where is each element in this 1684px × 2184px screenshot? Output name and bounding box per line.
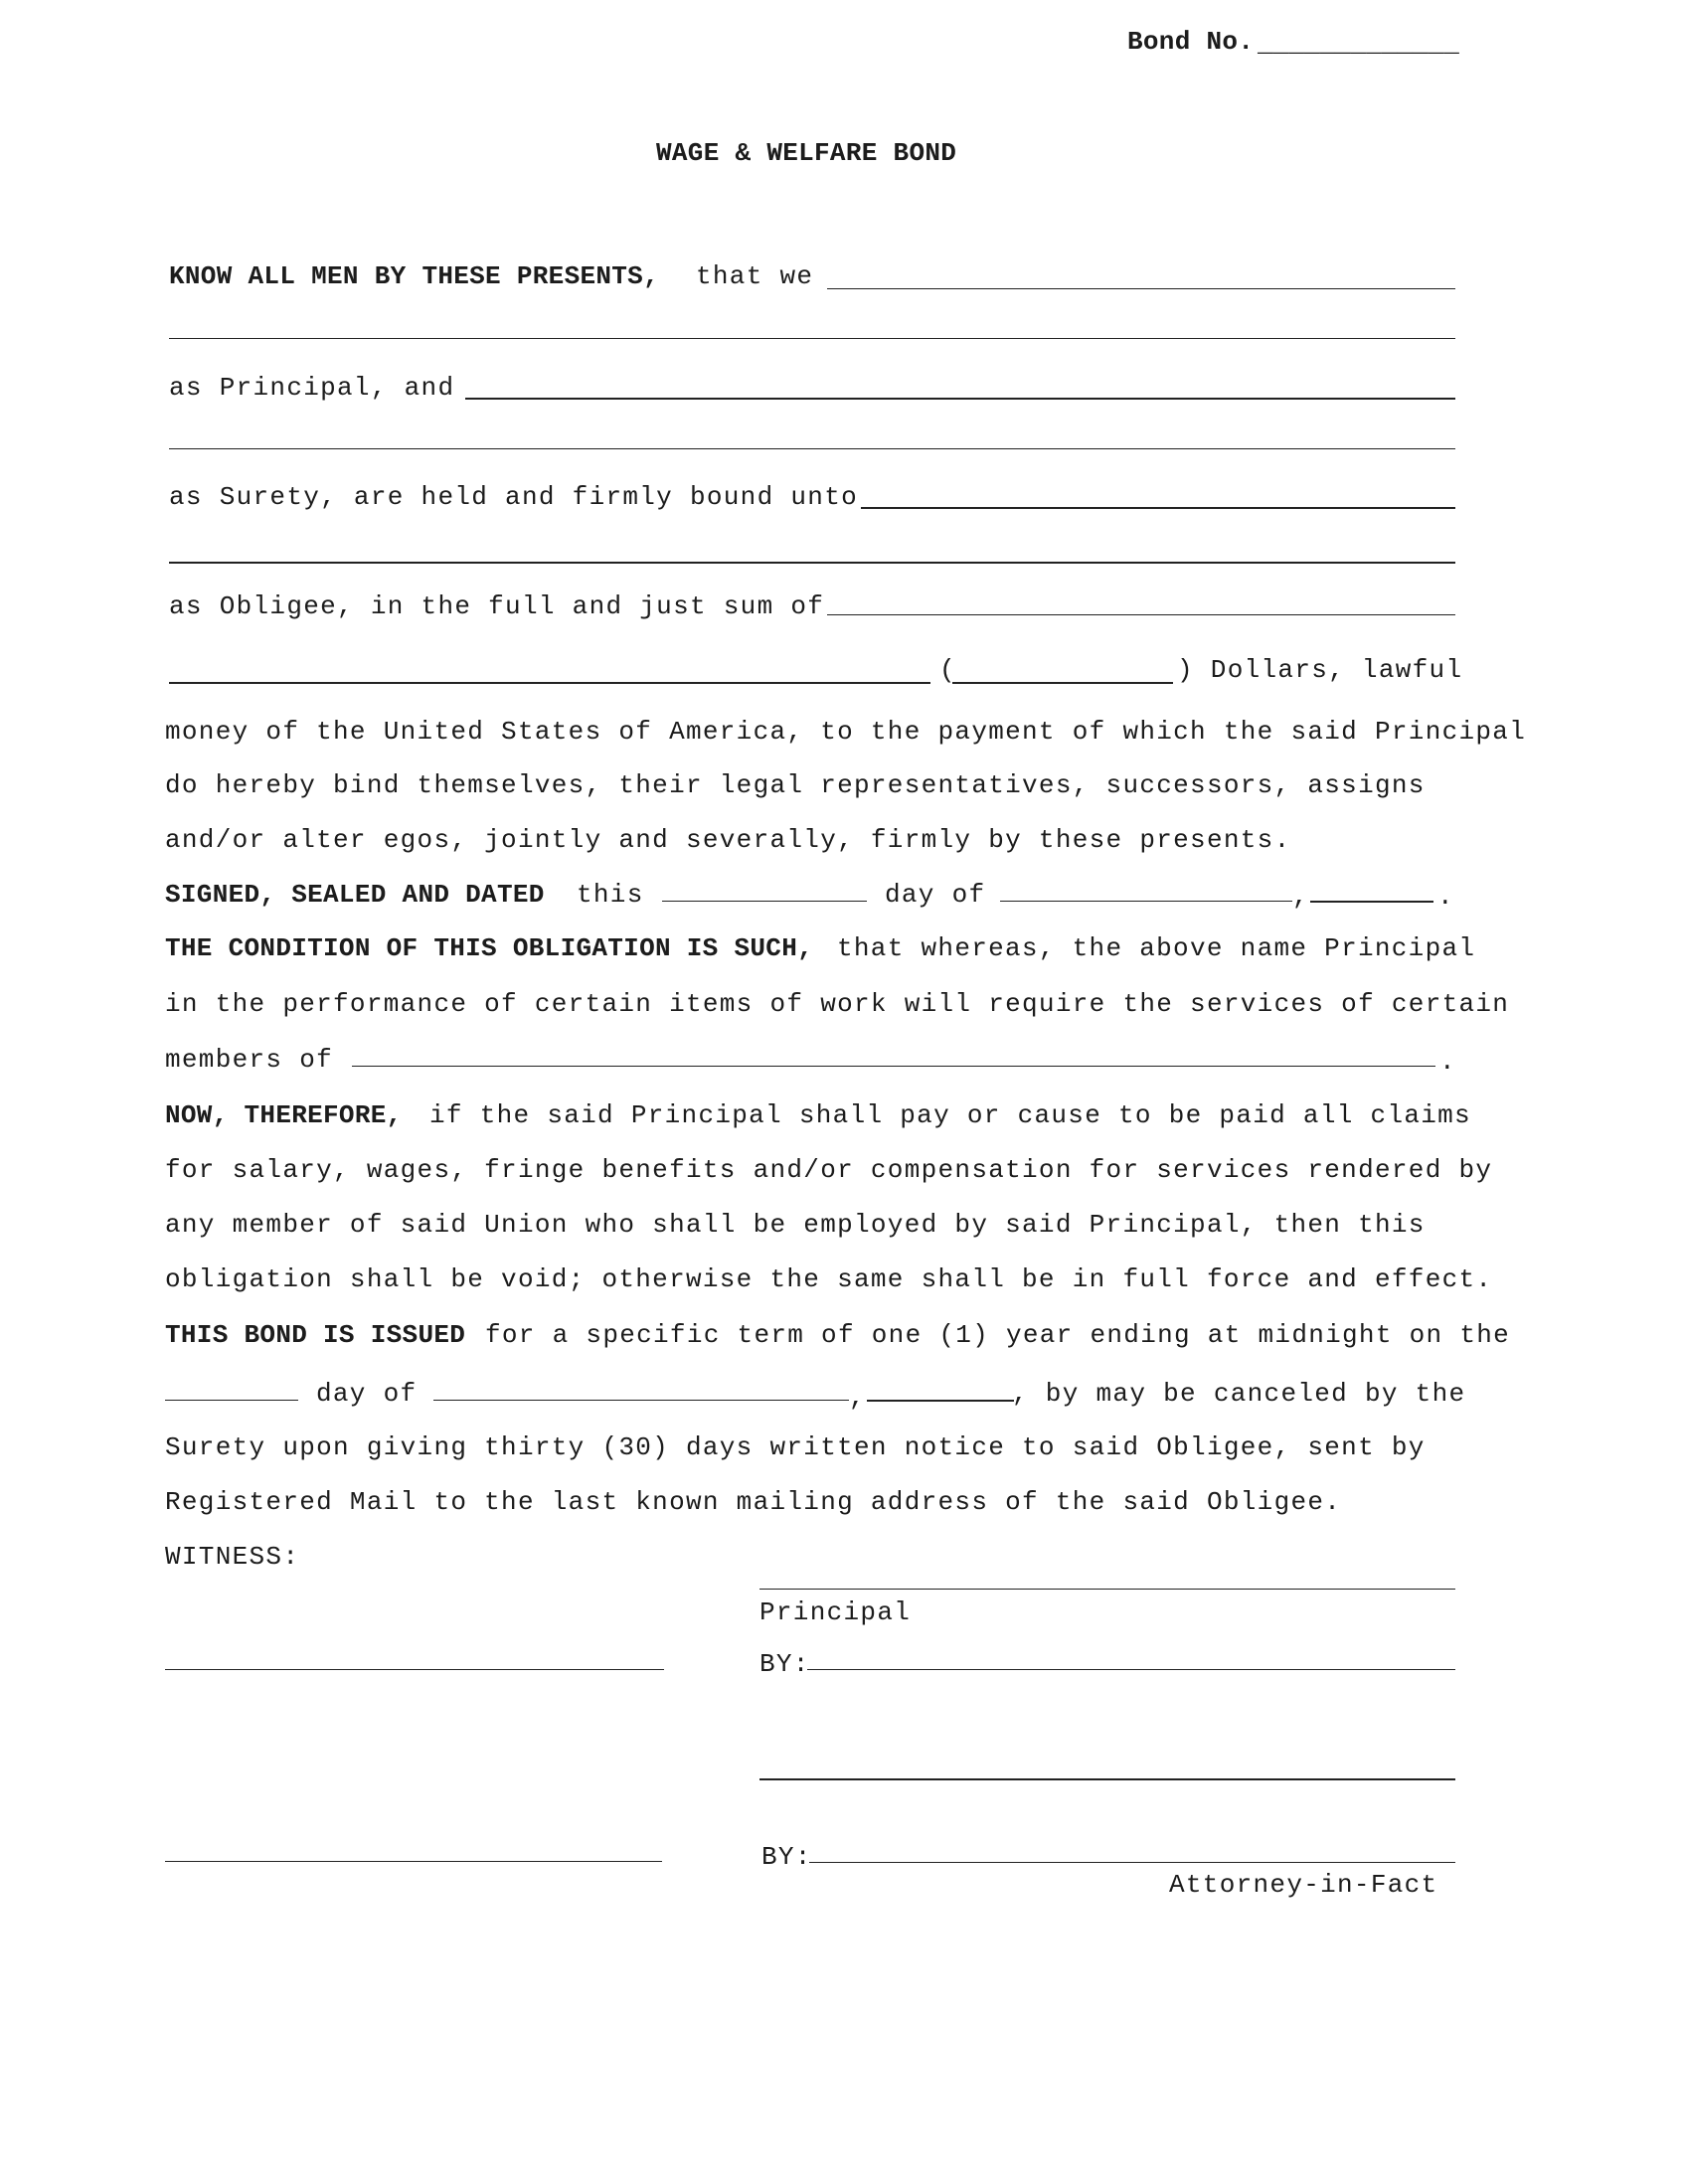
- expiry-comma: ,: [849, 1383, 866, 1413]
- bond-issued-heading: THIS BOND IS ISSUED: [165, 1320, 466, 1350]
- principal-label: Principal: [759, 1597, 912, 1627]
- members-period: .: [1439, 1047, 1456, 1077]
- expiry-day-field[interactable]: [165, 1400, 298, 1401]
- now-therefore-heading: NOW, THEREFORE,: [165, 1100, 403, 1130]
- union-name-field[interactable]: [352, 1066, 1435, 1067]
- sum-words-field[interactable]: [827, 614, 1455, 615]
- signed-sealed-dated-label: SIGNED, SEALED AND DATED: [165, 880, 545, 910]
- attorney-in-fact-label: Attorney-in-Fact: [1169, 1870, 1438, 1900]
- signed-comma: ,: [1292, 882, 1309, 912]
- body-line-money-3: and/or alter egos, jointly and severally, firmly by these presents.: [165, 825, 1291, 855]
- sum-amount-field[interactable]: [952, 682, 1173, 684]
- bond-issued-line-3: Surety upon giving thirty (30) days written notice to said Obligee, sent by: [165, 1432, 1426, 1462]
- know-all-men-heading: KNOW ALL MEN BY THESE PRESENTS,: [169, 261, 659, 291]
- surety-name-field[interactable]: [465, 398, 1455, 400]
- sum-words-field-line-2[interactable]: [169, 682, 930, 684]
- condition-line-1-rest: that whereas, the above name Principal: [837, 933, 1476, 963]
- bond-no-field[interactable]: _____________: [1258, 29, 1459, 59]
- now-therefore-line-3: any member of said Union who shall be employed by said Principal, then this: [165, 1210, 1426, 1240]
- signed-period: .: [1437, 882, 1454, 912]
- surety-name-field-line-2[interactable]: [169, 448, 1455, 449]
- this-text: this: [577, 880, 644, 910]
- by-label-attorney: BY:: [761, 1842, 812, 1872]
- witness-signature-field-2[interactable]: [165, 1861, 662, 1862]
- signed-year-field[interactable]: [1310, 901, 1433, 903]
- now-therefore-line-1-rest: if the said Principal shall pay or cause to be paid all claims: [429, 1100, 1471, 1130]
- principal-name-field[interactable]: [827, 288, 1455, 289]
- bond-no-label: Bond No.: [1127, 27, 1255, 57]
- witness-signature-field-1[interactable]: [165, 1669, 664, 1670]
- obligee-name-field-line-2[interactable]: [169, 562, 1455, 564]
- now-therefore-line-4: obligation shall be void; otherwise the same shall be in full force and effect.: [165, 1264, 1493, 1294]
- principal-signature-field[interactable]: [759, 1589, 1455, 1590]
- as-obligee-text: as Obligee, in the full and just sum of: [169, 591, 825, 621]
- bond-issued-line-4: Registered Mail to the last known mailing address of the said Obligee.: [165, 1487, 1342, 1517]
- attorney-by-field[interactable]: [809, 1862, 1455, 1863]
- principal-by-field[interactable]: [807, 1669, 1455, 1670]
- signed-day-field[interactable]: [662, 901, 867, 902]
- dollars-lawful-text: ) Dollars, lawful: [1177, 655, 1463, 685]
- signed-day-of-text: day of: [885, 880, 986, 910]
- document-title: WAGE & WELFARE BOND: [656, 138, 957, 168]
- condition-line-2: in the performance of certain items of work will require the services of certain: [165, 989, 1510, 1019]
- signed-month-field[interactable]: [1000, 901, 1292, 902]
- paren-open: (: [939, 655, 956, 685]
- expiry-year-field[interactable]: [867, 1400, 1014, 1402]
- condition-heading: THE CONDITION OF THIS OBLIGATION IS SUCH,: [165, 933, 814, 963]
- body-line-money-2: do hereby bind themselves, their legal representatives, successors, assigns: [165, 770, 1426, 800]
- as-surety-text: as Surety, are held and firmly bound unto: [169, 482, 859, 512]
- principal-name-field-line-2[interactable]: [169, 338, 1455, 339]
- expiry-month-field[interactable]: [433, 1400, 849, 1401]
- that-we-text: that we: [696, 261, 814, 291]
- obligee-name-field[interactable]: [861, 507, 1455, 509]
- body-line-money-1: money of the United States of America, to the payment of which the said Principal: [165, 717, 1527, 747]
- as-principal-text: as Principal, and: [169, 373, 455, 403]
- now-therefore-line-2: for salary, wages, fringe benefits and/or compensation for services rendered by: [165, 1155, 1493, 1185]
- by-label-principal: BY:: [759, 1649, 810, 1679]
- witness-label: WITNESS:: [165, 1542, 300, 1572]
- bond-issued-line-1-rest: for a specific term of one (1) year ending at midnight on the: [485, 1320, 1511, 1350]
- members-of-text: members of: [165, 1045, 334, 1075]
- surety-signature-field[interactable]: [759, 1778, 1455, 1780]
- bond-issued-line-2-rest: , by may be canceled by the: [1012, 1379, 1466, 1409]
- expiry-day-of-text: day of: [316, 1379, 418, 1409]
